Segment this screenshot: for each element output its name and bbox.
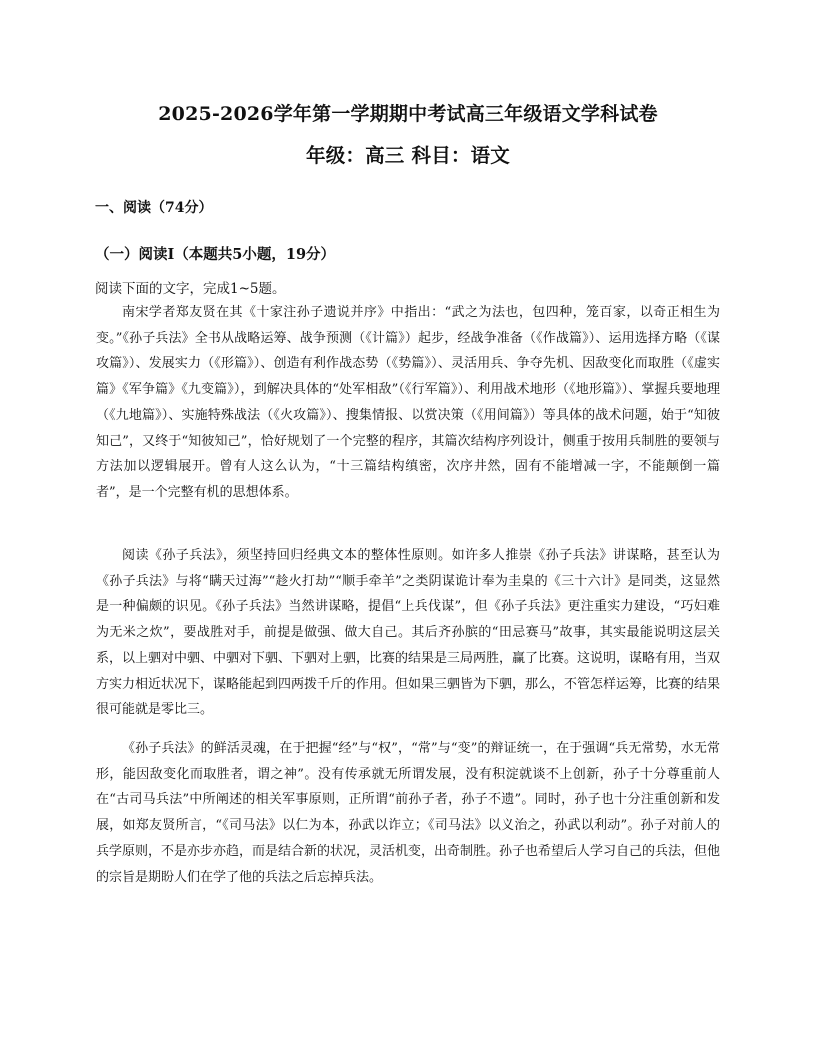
- reading-instruction: 阅读下面的文字，完成1~5题。: [95, 281, 286, 297]
- passage-paragraph-2: 阅读《孙子兵法》，须坚持回归经典文本的整体性原则。如许多人推崇《孙子兵法》讲谋略，甚至认为《孙子兵法》与将“瞒天过海”“趁火打劫”“顺手牵羊”之类阴谋诡计奉为圭臬的《三十六计》是同类，这显然是一种偏颇的识见。《孙子兵法》当然讲谋略，提倡“上兵伐谋”，但《孙子兵法》更注重实力建设，“巧妇难为无米之炊”，要战胜对手，前提是做强、做大自己。其后齐孙膑的“田忌赛马”故事，其实最能说明这层关系，以上驷对中驷、中驷对下驷、下驷对上驷，比赛的结果是三局两胜，赢了比赛。这说明，谋略有用，当双方实力相近状况下，谋略能起到四两拨千斤的作用。但如果三驷皆为下驷，那么，不管怎样运筹，比赛的结果很可能就是零比三。: [96, 548, 721, 718]
- exam-subtitle: 年级：高三 科目：语文: [306, 144, 510, 167]
- exam-title: 2025-2026学年第一学期期中考试高三年级语文学科试卷: [158, 103, 658, 125]
- passage-paragraph-1: 南宋学者郑友贤在其《十家注孙子遗说并序》中指出：“武之为法也，包四种，笼百家，以奇正相生为变。”《孙子兵法》全书从战略运筹、战争预测（《计篇》）起步，经战争准备（《作战篇》）、运用选择方略（《谋攻篇》）、发展实力（《形篇》）、创造有利作战态势（《势篇》）、灵活用兵、争夺先机、因敌变化而取胜（《虚实篇》《军争篇》《九变篇》），到解决具体的“处军相敌”（《行军篇》）、利用战术地形（《地形篇》）、掌握兵要地理（《九地篇》）、实施特殊战法（《火攻篇》）、搜集情报、以赏决策（《用间篇》）等具体的战术问题，始于“知彼知己”，又终于“知彼知己”，恰好规划了一个完整的程序，其篇次结构序列设计，侧重于按用兵制胜的要领与方法加以逻辑展开。曾有人这么认为，“十三篇结构缜密，次序井然，固有不能增减一字，不能颠倒一篇者”，是一个完整有机的思想体系。: [96, 305, 720, 500]
- passage-paragraph-3: 《孙子兵法》的鲜活灵魂，在于把握“经”与“权”，“常”与“变”的辩证统一，在于强调“兵无常势，水无常形，能因敌变化而取胜者，谓之神”。没有传承就无所谓发展，没有积淀就谈不上创新，孙子十分尊重前人在“古司马兵法”中所阐述的相关军事原则，正所谓“前孙子者，孙子不遗”。同时，孙子也十分注重创新和发展，如郑友贤所言，“《司马法》以仁为本，孙武以诈立；《司马法》以义治之，孙武以利动”。孙子对前人的兵学原则，不是亦步亦趋，而是结合新的状况，灵活机变，出奇制胜。孙子也希望后人学习自己的兵法，但他的宗旨是期盼人们在学了他的兵法之后忘掉兵法。: [96, 741, 721, 885]
- subsection-heading: （一）阅读Ⅰ（本题共5小题，19分）: [95, 246, 336, 263]
- section-heading: 一、阅读（74分）: [95, 200, 213, 216]
